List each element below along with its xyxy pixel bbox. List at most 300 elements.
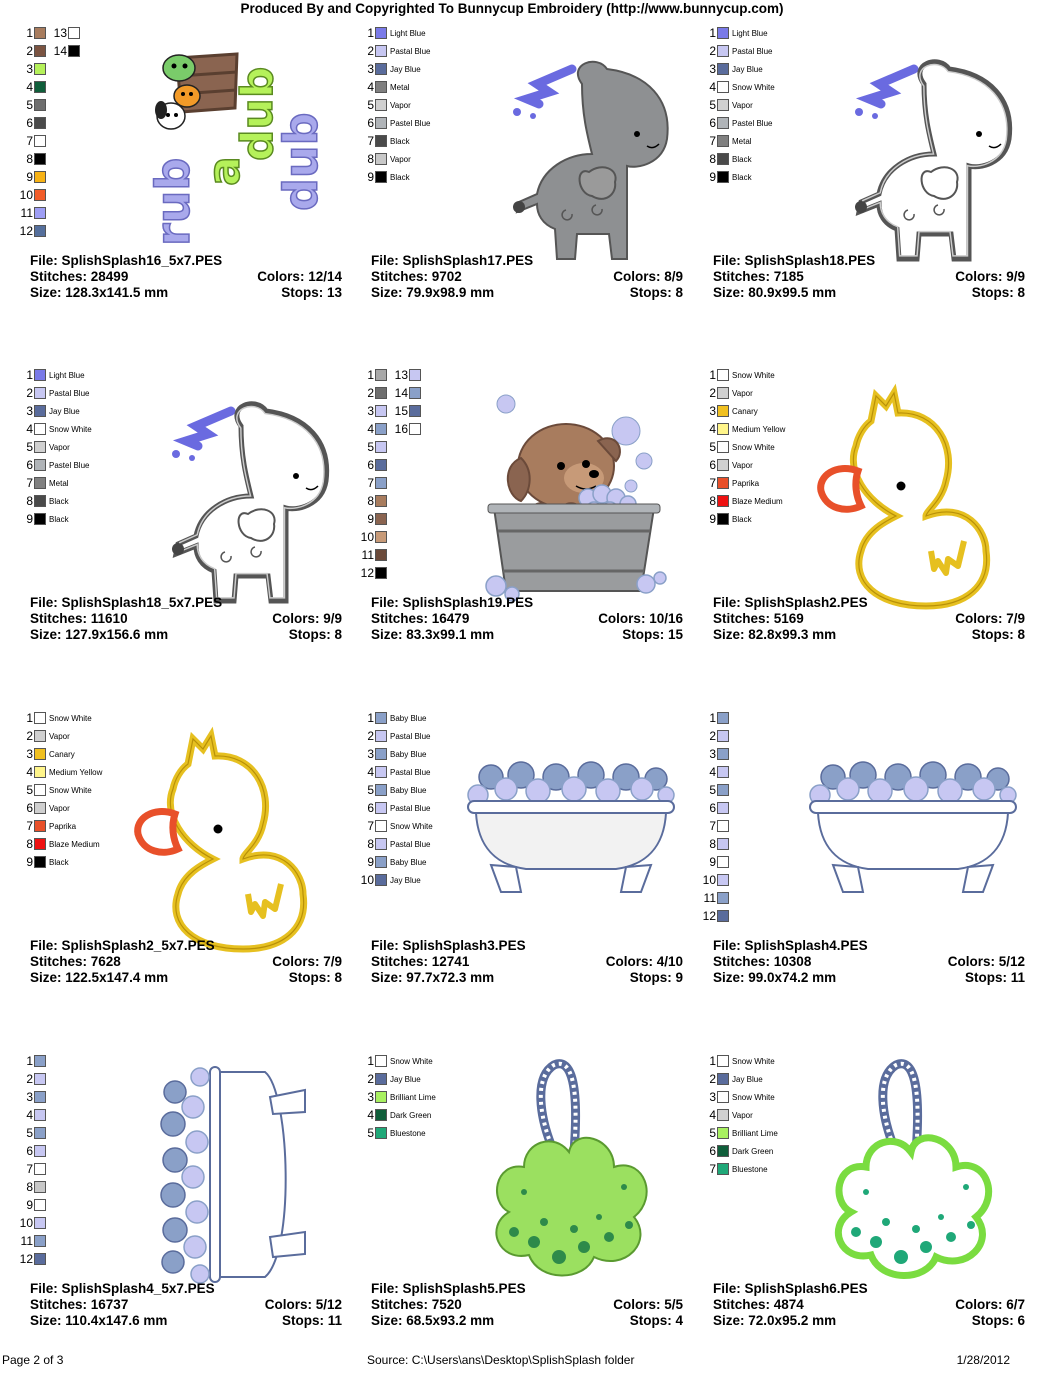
color-number: 16 xyxy=(394,422,408,436)
stop-count: 8 xyxy=(675,285,683,300)
stitches-line xyxy=(30,611,342,627)
file-line xyxy=(713,253,1025,269)
file-line xyxy=(30,595,342,611)
color-swatch xyxy=(375,423,387,435)
file-label: File: xyxy=(30,938,58,953)
color-swatch xyxy=(34,207,46,219)
color-swatch xyxy=(717,45,729,57)
colors-label: Colors: xyxy=(955,611,1003,626)
color-number: 7 xyxy=(26,819,33,833)
color-swatch xyxy=(34,856,46,868)
size-line xyxy=(371,970,683,986)
color-name: Metal xyxy=(732,136,752,146)
color-swatch-row xyxy=(356,1070,436,1088)
design-info xyxy=(713,595,1025,643)
color-name: Snow White xyxy=(732,370,775,380)
file-line xyxy=(371,938,683,954)
color-number: 6 xyxy=(26,116,33,130)
color-swatch xyxy=(409,405,421,417)
stitches-line xyxy=(713,611,1025,627)
color-swatch-row xyxy=(356,366,387,384)
design-preview-image xyxy=(476,386,676,616)
size-label: Size: xyxy=(30,970,62,985)
size-label: Size: xyxy=(713,627,745,642)
stitch-count: 16737 xyxy=(90,1297,129,1312)
color-number: 3 xyxy=(709,404,716,418)
color-swatch-row xyxy=(15,799,102,817)
color-number: 9 xyxy=(709,170,716,184)
size-line xyxy=(30,627,342,643)
size-label: Size: xyxy=(713,970,745,985)
color-swatch xyxy=(68,45,80,57)
color-name: Snow White xyxy=(49,713,92,723)
stop-count: 8 xyxy=(1017,627,1025,642)
color-name: Baby Blue xyxy=(390,857,427,867)
color-count: 12/14 xyxy=(308,269,342,284)
stops-label: Stops: xyxy=(629,285,672,300)
file-label: File: xyxy=(713,595,741,610)
art-text-a: a xyxy=(199,156,250,186)
color-name: Black xyxy=(732,514,752,524)
color-swatch xyxy=(717,910,729,922)
color-name: Metal xyxy=(49,478,69,488)
color-swatch xyxy=(717,802,729,814)
color-swatch-row xyxy=(15,1088,46,1106)
color-number: 2 xyxy=(709,1072,716,1086)
design-card xyxy=(698,709,1039,1051)
color-number: 8 xyxy=(26,152,33,166)
color-swatch-row xyxy=(698,24,775,42)
file-name: SplishSplash18.PES xyxy=(744,253,876,268)
stitch-count: 7628 xyxy=(90,954,121,969)
color-number: 2 xyxy=(367,1072,374,1086)
stitches-line xyxy=(713,1297,1025,1313)
stitches-label: Stitches: xyxy=(30,611,88,626)
stitch-count: 4874 xyxy=(773,1297,804,1312)
color-number: 1 xyxy=(26,1054,33,1068)
color-name: Baby Blue xyxy=(390,749,427,759)
color-name: Pastal Blue xyxy=(390,767,431,777)
color-number: 15 xyxy=(394,404,408,418)
color-swatch xyxy=(34,477,46,489)
color-swatch xyxy=(717,81,729,93)
color-number: 3 xyxy=(367,1090,374,1104)
color-swatch-row xyxy=(698,366,785,384)
size-label: Size: xyxy=(30,1313,62,1328)
color-name: Medium Yellow xyxy=(732,424,786,434)
color-name: Black xyxy=(49,857,69,867)
color-swatch xyxy=(717,423,729,435)
color-number: 1 xyxy=(367,368,374,382)
stop-count: 6 xyxy=(1017,1313,1025,1328)
color-swatch-row xyxy=(698,763,729,781)
color-swatch-row xyxy=(356,168,430,186)
color-swatch xyxy=(375,1109,387,1121)
color-swatch xyxy=(34,1235,46,1247)
color-name: Black xyxy=(390,136,410,146)
color-swatch xyxy=(717,153,729,165)
stitches-line xyxy=(371,269,683,285)
color-swatch-row xyxy=(15,1124,46,1142)
file-name: SplishSplash19.PES xyxy=(402,595,534,610)
color-number: 13 xyxy=(394,368,408,382)
color-swatch xyxy=(34,1217,46,1229)
color-swatch xyxy=(717,820,729,832)
color-swatch xyxy=(34,387,46,399)
color-swatch-row xyxy=(698,456,785,474)
color-swatch-row xyxy=(356,60,430,78)
file-name: SplishSplash6.PES xyxy=(744,1281,868,1296)
color-swatch-row xyxy=(15,1070,46,1088)
color-number: 9 xyxy=(367,512,374,526)
color-swatch-row xyxy=(356,709,433,727)
color-swatch xyxy=(34,63,46,75)
file-label: File: xyxy=(30,595,58,610)
color-swatch-row xyxy=(15,727,102,745)
color-swatch-row xyxy=(698,492,785,510)
stitches-label: Stitches: xyxy=(713,1297,771,1312)
color-name: Pastal Blue xyxy=(390,46,431,56)
design-info xyxy=(30,938,342,986)
color-swatch-row xyxy=(15,42,46,60)
color-number: 10 xyxy=(360,530,374,544)
file-name: SplishSplash2.PES xyxy=(744,595,868,610)
color-swatch xyxy=(717,477,729,489)
color-number: 3 xyxy=(367,62,374,76)
color-swatch-row xyxy=(356,745,433,763)
colors-label: Colors: xyxy=(598,611,646,626)
color-name: Vapor xyxy=(732,460,753,470)
page-number: Page 2 of 3 xyxy=(2,1353,64,1367)
color-swatch-row xyxy=(15,835,102,853)
stitches-label: Stitches: xyxy=(371,954,429,969)
color-swatch-row xyxy=(15,853,102,871)
design-preview-image xyxy=(466,757,676,907)
color-number: 1 xyxy=(709,1054,716,1068)
stitches-line xyxy=(713,954,1025,970)
color-swatch-row xyxy=(698,402,785,420)
color-name: Medium Yellow xyxy=(49,767,103,777)
color-number: 8 xyxy=(367,494,374,508)
color-count: 5/12 xyxy=(315,1297,342,1312)
design-info xyxy=(371,938,683,986)
file-label: File: xyxy=(30,253,58,268)
color-swatch-row xyxy=(698,853,729,871)
color-swatch xyxy=(34,189,46,201)
size-line xyxy=(713,970,1025,986)
color-swatch-row xyxy=(356,42,430,60)
color-swatch xyxy=(34,1199,46,1211)
color-swatch xyxy=(375,567,387,579)
color-swatch-row xyxy=(356,78,430,96)
color-swatch-row xyxy=(390,402,421,420)
color-number: 10 xyxy=(19,1216,33,1230)
color-number: 5 xyxy=(367,98,374,112)
design-size: 80.9x99.5 mm xyxy=(748,285,837,300)
design-preview-image xyxy=(136,396,336,621)
file-line xyxy=(713,1281,1025,1297)
color-swatch xyxy=(717,99,729,111)
stitch-count: 12741 xyxy=(431,954,470,969)
color-number: 5 xyxy=(709,783,716,797)
color-number: 2 xyxy=(26,44,33,58)
design-size: 128.3x141.5 mm xyxy=(65,285,169,300)
color-swatch xyxy=(34,838,46,850)
size-label: Size: xyxy=(371,285,403,300)
color-number: 5 xyxy=(26,98,33,112)
color-number: 8 xyxy=(26,494,33,508)
color-swatch xyxy=(409,369,421,381)
design-card xyxy=(356,1052,697,1394)
color-swatch xyxy=(717,1127,729,1139)
color-number: 14 xyxy=(53,44,67,58)
color-number: 4 xyxy=(709,422,716,436)
file-name: SplishSplash17.PES xyxy=(402,253,534,268)
color-swatch-row xyxy=(698,42,775,60)
color-number: 1 xyxy=(367,711,374,725)
stops-label: Stops: xyxy=(622,627,665,642)
stitches-line xyxy=(30,269,342,285)
stitches-label: Stitches: xyxy=(371,611,429,626)
color-name: Brilliant Lime xyxy=(390,1092,436,1102)
colors-label: Colors: xyxy=(257,269,305,284)
color-swatch-row xyxy=(698,1106,778,1124)
file-line xyxy=(371,595,683,611)
color-swatch-row xyxy=(356,150,430,168)
color-number: 4 xyxy=(26,422,33,436)
stitches-line xyxy=(371,954,683,970)
stitches-label: Stitches: xyxy=(713,954,771,969)
stitch-count: 5169 xyxy=(773,611,804,626)
color-swatch xyxy=(717,405,729,417)
color-name: Pastal Blue xyxy=(390,803,431,813)
file-line xyxy=(30,253,342,269)
color-swatch xyxy=(34,730,46,742)
color-swatch-row xyxy=(698,96,775,114)
color-name: Jay Blue xyxy=(732,1074,763,1084)
color-number: 3 xyxy=(26,404,33,418)
color-number: 2 xyxy=(367,729,374,743)
color-swatch xyxy=(375,81,387,93)
colors-label: Colors: xyxy=(955,1297,1003,1312)
color-name: Light Blue xyxy=(390,28,426,38)
color-name: Jay Blue xyxy=(732,64,763,74)
color-name: Black xyxy=(732,172,752,182)
color-swatch-row xyxy=(356,1106,436,1124)
size-line xyxy=(713,285,1025,301)
color-swatch xyxy=(375,549,387,561)
color-swatch xyxy=(375,820,387,832)
size-line xyxy=(713,627,1025,643)
color-number: 10 xyxy=(360,873,374,887)
color-number: 2 xyxy=(26,1072,33,1086)
color-number: 1 xyxy=(26,26,33,40)
color-swatch-row xyxy=(15,150,46,168)
size-line xyxy=(371,1313,683,1329)
color-name: Blaze Medium xyxy=(732,496,783,506)
color-swatch xyxy=(717,1163,729,1175)
color-swatch xyxy=(717,171,729,183)
color-name: Bluestone xyxy=(390,1128,426,1138)
color-swatch-row xyxy=(15,1160,46,1178)
file-line xyxy=(371,1281,683,1297)
stitch-count: 7185 xyxy=(773,269,804,284)
color-swatch-row xyxy=(15,1232,46,1250)
size-label: Size: xyxy=(371,970,403,985)
design-preview-image xyxy=(484,1057,659,1287)
color-number: 12 xyxy=(19,224,33,238)
color-name: Snow White xyxy=(732,1092,775,1102)
design-size: 110.4x147.6 mm xyxy=(65,1313,168,1328)
color-swatch xyxy=(34,820,46,832)
color-swatch xyxy=(34,99,46,111)
stitches-line xyxy=(30,954,342,970)
color-number: 4 xyxy=(709,80,716,94)
color-name: Vapor xyxy=(732,100,753,110)
file-label: File: xyxy=(713,938,741,953)
size-label: Size: xyxy=(30,627,62,642)
color-number: 10 xyxy=(702,873,716,887)
colors-label: Colors: xyxy=(613,1297,661,1312)
color-swatch xyxy=(34,135,46,147)
color-swatch-row xyxy=(15,114,46,132)
color-swatch-row xyxy=(356,420,387,438)
color-swatch-row xyxy=(356,24,430,42)
colors-label: Colors: xyxy=(264,1297,312,1312)
color-swatch xyxy=(717,117,729,129)
color-swatch xyxy=(34,1127,46,1139)
stitches-line xyxy=(371,611,683,627)
color-swatch-row xyxy=(698,384,785,402)
design-info xyxy=(713,938,1025,986)
color-number: 1 xyxy=(26,368,33,382)
color-swatch-row xyxy=(356,546,387,564)
stop-count: 8 xyxy=(334,970,342,985)
color-name: Canary xyxy=(49,749,75,759)
color-number: 9 xyxy=(709,512,716,526)
stops-label: Stops: xyxy=(964,970,1007,985)
color-swatch xyxy=(717,748,729,760)
size-label: Size: xyxy=(713,1313,745,1328)
file-label: File: xyxy=(30,1281,58,1296)
color-name: Vapor xyxy=(732,388,753,398)
stops-label: Stops: xyxy=(288,627,331,642)
color-swatch-row xyxy=(698,745,729,763)
color-number: 7 xyxy=(26,476,33,490)
color-number: 7 xyxy=(709,134,716,148)
stops-label: Stops: xyxy=(971,285,1014,300)
design-size: 97.7x72.3 mm xyxy=(406,970,495,985)
color-name: Pastal Blue xyxy=(49,388,90,398)
size-label: Size: xyxy=(371,1313,403,1328)
color-swatch-row xyxy=(698,799,729,817)
color-number: 8 xyxy=(367,152,374,166)
stitches-label: Stitches: xyxy=(371,269,429,284)
color-number: 11 xyxy=(20,206,33,220)
color-number: 6 xyxy=(709,801,716,815)
color-swatch xyxy=(717,874,729,886)
stitches-line xyxy=(371,1297,683,1313)
color-name: Baby Blue xyxy=(390,785,427,795)
color-swatch-row xyxy=(15,186,46,204)
color-swatch xyxy=(375,1055,387,1067)
color-number: 8 xyxy=(367,837,374,851)
color-number: 7 xyxy=(26,1162,33,1176)
color-name: Paprika xyxy=(49,821,77,831)
color-swatch xyxy=(375,405,387,417)
color-swatch xyxy=(375,766,387,778)
color-swatch-row xyxy=(15,402,92,420)
stop-count: 11 xyxy=(1010,970,1025,985)
art-text-dub-blue: dub xyxy=(274,112,328,211)
color-number: 1 xyxy=(367,1054,374,1068)
color-name: Vapor xyxy=(732,1110,753,1120)
color-swatch-row xyxy=(15,78,46,96)
color-swatch xyxy=(34,766,46,778)
color-swatch xyxy=(34,1163,46,1175)
size-line xyxy=(30,1313,342,1329)
color-number: 6 xyxy=(26,801,33,815)
color-swatch-row xyxy=(49,24,80,42)
color-swatch xyxy=(717,513,729,525)
color-number: 4 xyxy=(709,1108,716,1122)
color-swatch-row xyxy=(356,384,387,402)
color-count: 4/10 xyxy=(656,954,683,969)
color-number: 3 xyxy=(367,404,374,418)
color-swatch xyxy=(375,1091,387,1103)
color-swatch xyxy=(717,712,729,724)
color-number: 7 xyxy=(367,134,374,148)
color-swatch xyxy=(375,495,387,507)
color-swatch-row xyxy=(698,474,785,492)
color-swatch-row xyxy=(15,384,92,402)
color-swatch xyxy=(375,712,387,724)
color-number: 3 xyxy=(709,1090,716,1104)
stitch-count: 10308 xyxy=(773,954,812,969)
stops-label: Stops: xyxy=(281,285,324,300)
stitches-line xyxy=(30,1297,342,1313)
color-swatch xyxy=(375,153,387,165)
color-swatch-row xyxy=(698,60,775,78)
color-swatch xyxy=(375,784,387,796)
color-number: 6 xyxy=(367,801,374,815)
design-info xyxy=(30,595,342,643)
stitches-line xyxy=(713,269,1025,285)
color-swatch-row xyxy=(15,763,102,781)
color-swatch xyxy=(375,730,387,742)
color-name: Black xyxy=(390,172,410,182)
color-number: 12 xyxy=(360,566,374,580)
color-number: 4 xyxy=(367,765,374,779)
color-number: 3 xyxy=(26,1090,33,1104)
stops-label: Stops: xyxy=(629,970,672,985)
color-name: Pastal Blue xyxy=(390,839,431,849)
color-swatch-row xyxy=(15,366,92,384)
stops-label: Stops: xyxy=(288,970,331,985)
color-swatch-row xyxy=(390,420,421,438)
color-count: 7/9 xyxy=(1006,611,1025,626)
color-swatch xyxy=(34,423,46,435)
color-swatch-row xyxy=(356,132,430,150)
color-name: Baby Blue xyxy=(390,713,427,723)
color-number: 3 xyxy=(367,747,374,761)
color-number: 1 xyxy=(709,26,716,40)
color-swatch-row xyxy=(698,1088,778,1106)
color-swatch xyxy=(375,838,387,850)
color-swatch xyxy=(717,856,729,868)
color-swatch-row xyxy=(698,420,785,438)
color-number: 13 xyxy=(53,26,67,40)
